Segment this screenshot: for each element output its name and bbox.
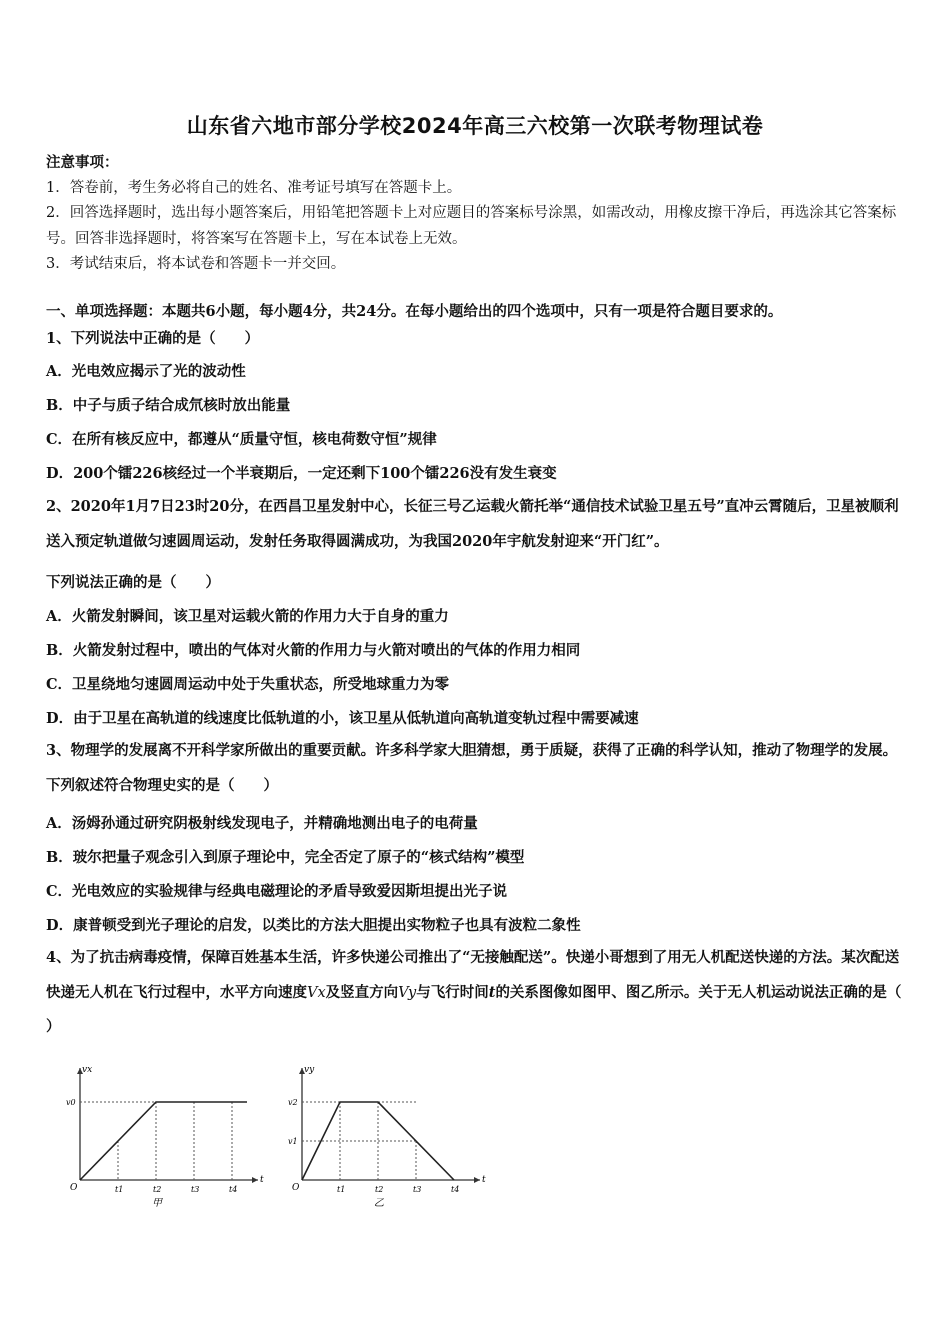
x-axis-arrow [474, 1177, 480, 1183]
question-4-stem [46, 941, 908, 1045]
q4-stem-part: 与飞行时间 [416, 983, 489, 1001]
x-tick-label: t4 [451, 1185, 460, 1194]
q2-option-b: B．火箭发射过程中，喷出的气体对火箭的作用力与火箭对喷出的气体的作用力相同 [46, 642, 581, 659]
q4-stem-part: 及竖直方向 [325, 983, 399, 1001]
origin-label: O [70, 1183, 78, 1193]
graph-caption: 乙 [374, 1198, 384, 1209]
q1-option-d: D．200个镭226核经过一个半衰期后，一定还剩下100个镭226没有发生衰变 [46, 465, 557, 482]
graph-caption: 甲 [152, 1198, 162, 1209]
y-tick-label: v1 [288, 1137, 298, 1146]
x-tick-label: t2 [375, 1185, 384, 1194]
notice-block [46, 150, 916, 278]
page-title: 山东省六地市部分学校2024年高三六校第一次联考物理试卷 [186, 114, 764, 138]
x-tick-label: t1 [337, 1185, 346, 1194]
y-tick-label: v2 [288, 1098, 298, 1107]
y-axis-label: vx [82, 1065, 93, 1075]
q3-option-d: D．康普顿受到光子理论的启发，以类比的方法大胆提出实物粒子也具有波粒二象性 [46, 917, 581, 934]
y-axis-label: vy [304, 1065, 315, 1075]
x-tick-label: t4 [229, 1185, 238, 1194]
y-tick-label: v0 [66, 1098, 76, 1107]
x-axis-arrow [252, 1177, 258, 1183]
notice-item: 3．考试结束后，将本试卷和答题卡一并交回。 [46, 256, 346, 272]
x-tick-label: t3 [191, 1185, 200, 1194]
q4-vy-symbol: Vy [398, 984, 417, 1001]
graph-jia [62, 1060, 272, 1210]
question-2-stem: 2、2020年1月7日23时20分，在西昌卫星发射中心，长征三号乙运载火箭托举“通信技术试验卫星五号”直冲云霄随后，卫星被顺利送入预定轨道做匀速圆周运动，发射任务取得圆满成功，为我国2020年宇航发射迎来“开门红”。 [46, 498, 899, 550]
q2-option-c: C．卫星绕地匀速圆周运动中处于失重状态，所受地球重力为零 [46, 676, 450, 693]
q1-option-b: B．中子与质子结合成氘核时放出能量 [46, 397, 291, 414]
section-heading: 一、单项选择题：本题共6小题，每小题4分，共24分。在每小题给出的四个选项中，只有一项是符合题目要求的。 [46, 303, 783, 320]
q2-option-d: D．由于卫星在高轨道的线速度比低轨道的小，该卫星从低轨道向高轨道变轨过程中需要减速 [46, 710, 639, 727]
question-2-prompt: 下列说法正确的是（ ） [46, 574, 220, 591]
q4-vx-symbol: Vx [307, 984, 326, 1001]
x-axis-label: t [260, 1175, 264, 1185]
notice-heading: 注意事项： [46, 154, 119, 171]
q3-option-b: B．玻尔把量子观念引入到原子理论中，完全否定了原子的“核式结构”模型 [46, 849, 525, 866]
notice-item: 1．答卷前，考生务必将自己的姓名、准考证号填写在答题卡上。 [46, 179, 462, 196]
q3-option-c: C．光电效应的实验规律与经典电磁理论的矛盾导致爱因斯坦提出光子说 [46, 883, 508, 900]
q4-t-symbol: t [488, 983, 496, 1001]
x-tick-label: t2 [153, 1185, 162, 1194]
notice-item: 2．回答选择题时，选出每小题答案后，用铅笔把答题卡上对应题目的答案标号涂黑，如需改动，用橡皮擦干净后，再选涂其它答案标号。回答非选择题时，将答案写在答题卡上，写在本试卷上无效。 [46, 205, 897, 247]
question-3-stem: 3、物理学的发展离不开科学家所做出的重要贡献。许多科学家大胆猜想，勇于质疑，获得了正确的科学认知，推动了物理学的发展。下列叙述符合物理史实的是（ ） [46, 742, 898, 794]
question-1-stem: 1、下列说法中正确的是（ ） [46, 330, 260, 347]
q1-option-a: A．光电效应揭示了光的波动性 [46, 363, 246, 380]
data-line [80, 1102, 247, 1180]
x-tick-label: t1 [115, 1185, 124, 1194]
q4-stem-part: 的关系图像如图甲、图乙所示。关于无人机运动说法正确的是（ ） [46, 983, 902, 1035]
x-tick-label: t3 [413, 1185, 422, 1194]
q3-option-a: A．汤姆孙通过研究阴极射线发现电子，并精确地测出电子的电荷量 [46, 815, 478, 832]
x-axis-label: t [482, 1175, 486, 1185]
q4-stem-part: 4、为了抗击病毒疫情，保障百姓基本生活，许多快递公司推出了“无接触配送”。快递小哥想到了用无人机配送快递的方法。某次配送快递无人机在飞行过程中，水平方向速度 [46, 949, 900, 1001]
q2-option-a: A．火箭发射瞬间，该卫星对运载火箭的作用力大于自身的重力 [46, 608, 449, 625]
q1-option-c: C．在所有核反应中，都遵从“质量守恒，核电荷数守恒”规律 [46, 431, 437, 448]
graph-yi [284, 1060, 494, 1210]
origin-label: O [292, 1183, 300, 1193]
